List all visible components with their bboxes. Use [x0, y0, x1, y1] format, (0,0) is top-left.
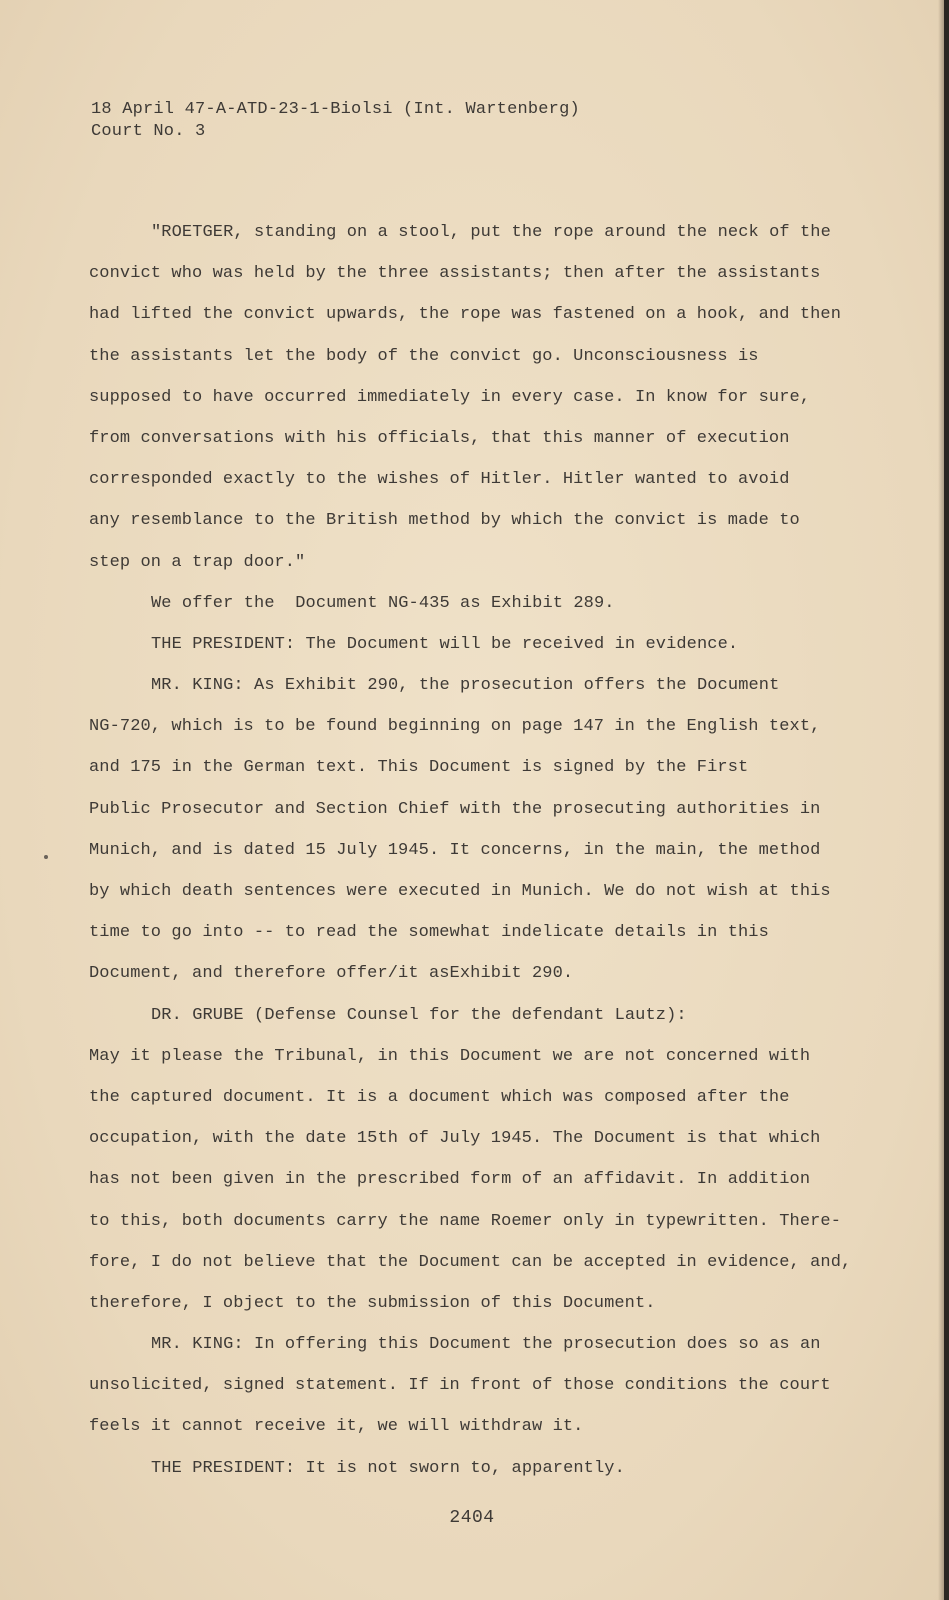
text-line: NG-720, which is to be found beginning on page 147 in the English text, [89, 717, 821, 737]
text-line: step on a trap door." [89, 552, 306, 572]
text-line: Public Prosecutor and Section Chief with the prosecuting authorities in [89, 799, 821, 819]
text-line: feels it cannot receive it, we will withdraw it. [89, 1417, 584, 1437]
text-line: Document, and therefore offer/it asExhibit 290. [89, 964, 574, 984]
text-line: and 175 in the German text. This Document is signed by the First [89, 758, 749, 778]
page-number: 2404 [449, 1508, 495, 1528]
text-line: to this, both documents carry the name Roemer only in typewritten. There- [89, 1211, 842, 1231]
header-line-2: Court No. 3 [91, 122, 206, 141]
text-line: DR. GRUBE (Defense Counsel for the defendant Lautz): [151, 1005, 687, 1025]
text-line: corresponded exactly to the wishes of Hitler. Hitler wanted to avoid [89, 470, 790, 490]
text-line: We offer the Document NG-435 as Exhibit 289. [151, 593, 615, 613]
text-line: supposed to have occurred immediately in every case. In know for sure, [89, 387, 811, 407]
text-line: May it please the Tribunal, in this Document we are not concerned with [89, 1046, 811, 1066]
text-line: Munich, and is dated 15 July 1945. It concerns, in the main, the method [89, 840, 821, 860]
text-line: time to go into -- to read the somewhat indelicate details in this [89, 923, 769, 943]
header-line-1: 18 April 47-A-ATD-23-1-Biolsi (Int. Wartenberg) [91, 100, 580, 119]
text-line: the assistants let the body of the convict go. Unconsciousness is [89, 346, 759, 366]
text-line: has not been given in the prescribed form of an affidavit. In addition [89, 1170, 811, 1190]
text-line: unsolicited, signed statement. If in front of those conditions the court [89, 1376, 831, 1396]
text-line: therefore, I object to the submission of this Document. [89, 1293, 656, 1313]
text-line: MR. KING: As Exhibit 290, the prosecution offers the Document [151, 676, 780, 696]
text-line: by which death sentences were executed in Munich. We do not wish at this [89, 882, 831, 901]
margin-mark [44, 855, 48, 859]
text-line: the captured document. It is a document which was composed after the [89, 1087, 790, 1107]
text-line: from conversations with his officials, that this manner of execution [89, 428, 790, 448]
transcript-body [89, 222, 852, 1499]
text-line: "ROETGER, standing on a stool, put the rope around the neck of the [151, 223, 831, 242]
text-line: THE PRESIDENT: The Document will be received in evidence. [151, 634, 739, 654]
document-header [91, 99, 580, 143]
text-line: had lifted the convict upwards, the rope was fastened on a hook, and then [89, 305, 842, 325]
text-line: occupation, with the date 15th of July 1945. The Document is that which [89, 1129, 821, 1149]
text-line: convict who was held by the three assistants; then after the assistants [89, 264, 821, 284]
text-line: fore, I do not believe that the Document can be accepted in evidence, and, [89, 1252, 852, 1272]
text-line: any resemblance to the British method by which the convict is made to [89, 511, 800, 531]
text-line: THE PRESIDENT: It is not sworn to, apparently. [151, 1458, 625, 1478]
text-line: MR. KING: In offering this Document the prosecution does so as an [151, 1335, 821, 1355]
